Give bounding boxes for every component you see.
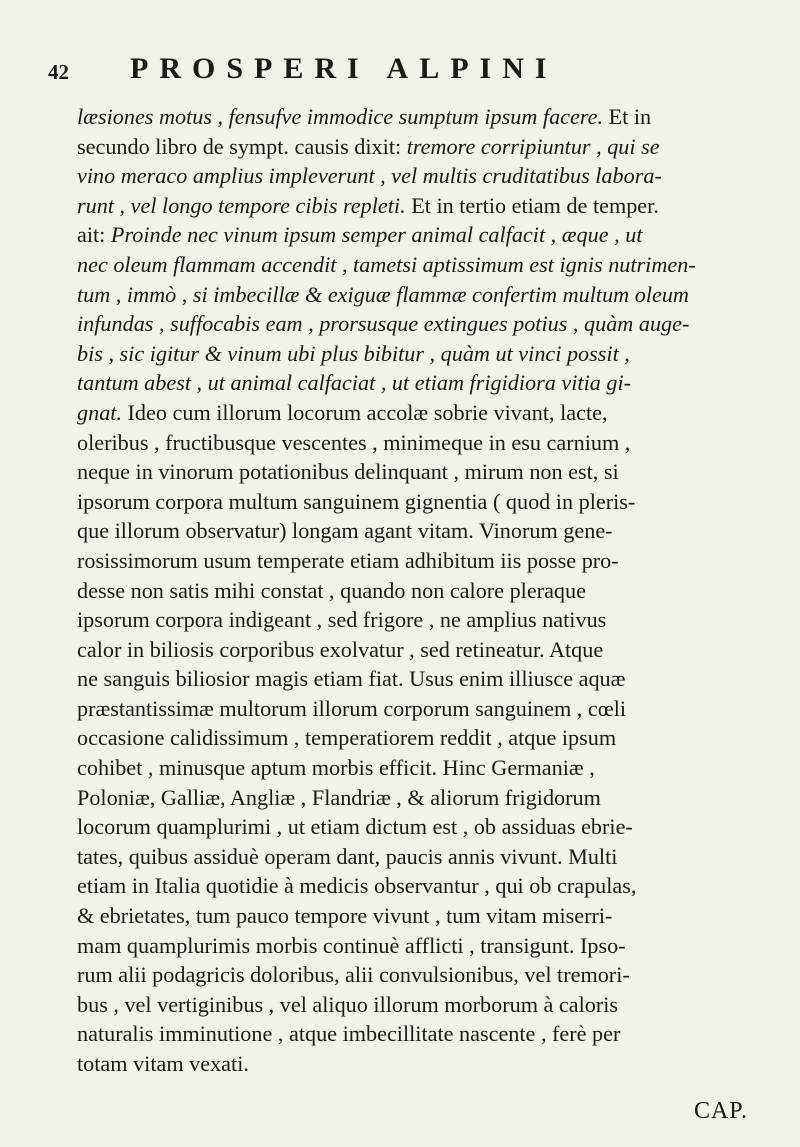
text-line <box>77 576 767 606</box>
italic-span: vino meraco amplius impleverunt , vel multis cruditatibus labora- <box>77 163 662 189</box>
roman-span: calor in biliosis corporibus exolvatur , sed retineatur. Atque <box>77 636 604 662</box>
roman-span: oleribus , fructibusque vescentes , minimeque in esu carnium , <box>77 429 631 455</box>
text-line <box>77 664 767 694</box>
text-line <box>77 871 767 901</box>
roman-span: ipsorum corpora indigeant , sed frigore , ne amplius nativus <box>77 607 607 633</box>
italic-span: tremore corripiuntur , qui se <box>401 133 660 159</box>
roman-span: præstantissimæ multorum illorum corporum sanguinem , cœli <box>77 695 627 721</box>
italic-span: tum , immò , si imbecillæ & exiguæ flammæ confertim multum oleum <box>77 281 689 307</box>
text-line <box>77 339 767 369</box>
roman-span: secundo libro de sympt. causis dixit: <box>77 133 402 159</box>
text-line <box>77 605 767 635</box>
roman-span: locorum quamplurimi , ut etiam dictum est , ob assiduas ebrie- <box>77 814 633 840</box>
roman-span: desse non satis mihi constat , quando non calore pleraque <box>77 577 586 603</box>
roman-span: rosissimorum usum temperate etiam adhibitum iis posse pro- <box>77 547 619 573</box>
roman-span: que illorum observatur) longam agant vitam. Vinorum gene- <box>77 518 613 544</box>
text-line <box>77 931 767 961</box>
roman-span: Poloniæ, Galliæ, Angliæ , Flandriæ , & aliorum frigidorum <box>77 784 601 810</box>
text-line <box>77 812 767 842</box>
italic-span: infundas , suffocabis eam , prorsusque extingues potius , quàm auge- <box>77 311 690 337</box>
text-line <box>77 842 767 872</box>
text-line <box>77 516 767 546</box>
text-line <box>77 309 767 339</box>
text-line <box>77 250 767 280</box>
roman-span: rum alii podagricis doloribus, alii convulsionibus, vel tremori- <box>77 962 630 988</box>
text-line <box>77 457 767 487</box>
text-line <box>77 132 767 162</box>
text-line <box>77 723 767 753</box>
text-line <box>77 753 767 783</box>
catchword: CAP. <box>693 1098 748 1124</box>
text-line <box>77 694 767 724</box>
italic-span: runt , vel longo tempore cibis repleti. <box>77 192 406 218</box>
roman-span: ne sanguis biliosior magis etiam fiat. Usus enim illiusce aquæ <box>77 666 626 692</box>
text-line <box>77 161 767 191</box>
text-line <box>77 191 767 221</box>
text-line <box>77 1049 767 1079</box>
roman-span: & ebrietates, tum pauco tempore vivunt , tum vitam miserri- <box>77 903 613 929</box>
text-line <box>77 398 767 428</box>
roman-span: ipsorum corpora multum sanguinem gignentia ( quod in pleris- <box>77 488 636 514</box>
roman-span: Et in tertio etiam de temper. <box>405 192 659 218</box>
text-line <box>77 783 767 813</box>
running-head-title: PROSPERI ALPINI <box>130 52 558 85</box>
text-line <box>77 368 767 398</box>
italic-span: Proinde nec vinum ipsum semper animal calfacit , æque , ut <box>105 222 643 248</box>
italic-span: tantum abest , ut animal calfaciat , ut etiam frigidiora vitia gi- <box>77 370 632 396</box>
text-line <box>77 280 767 310</box>
italic-span: læsiones motus , fensufve immodice sumptum ipsum facere. <box>77 104 604 129</box>
roman-span: tates, quibus assiduè operam dant, paucis annis vivunt. Multi <box>77 843 618 869</box>
text-line <box>77 635 767 665</box>
italic-span: gnat. <box>77 399 122 425</box>
text-line <box>77 428 767 458</box>
roman-span: bus , vel vertiginibus , vel aliquo illorum morborum à caloris <box>77 991 619 1017</box>
roman-span: Et in <box>603 104 652 129</box>
text-line <box>77 901 767 931</box>
text-line <box>77 546 767 576</box>
text-line <box>77 990 767 1020</box>
roman-span: totam vitam vexati. <box>77 1051 249 1076</box>
roman-span: naturalis imminutione , atque imbecillitate nascente , ferè per <box>77 1021 621 1047</box>
body-text <box>77 102 767 1079</box>
text-line <box>77 487 767 517</box>
roman-span: ait: <box>77 222 106 248</box>
running-head <box>48 52 768 92</box>
text-line <box>77 1019 767 1049</box>
roman-span: Ideo cum illorum locorum accolæ sobrie vivant, lacte, <box>122 399 608 425</box>
text-line <box>77 102 767 132</box>
page-number: 42 <box>48 60 69 84</box>
italic-span: bis , sic igitur & vinum ubi plus bibitur , quàm ut vinci possit , <box>77 340 630 366</box>
text-line <box>77 960 767 990</box>
roman-span: cohibet , minusque aptum morbis efficit. Hinc Germaniæ , <box>77 755 595 781</box>
italic-span: nec oleum flammam accendit , tametsi aptissimum est ignis nutrimen- <box>77 251 696 277</box>
roman-span: neque in vinorum potationibus delinquant , mirum non est, si <box>77 459 619 485</box>
text-line <box>77 220 767 250</box>
roman-span: mam quamplurimis morbis continuè afflicti , transigunt. Ipso- <box>77 932 626 958</box>
roman-span: occasione calidissimum , temperatiorem reddit , atque ipsum <box>77 725 617 751</box>
roman-span: etiam in Italia quotidie à medicis observantur , qui ob crapulas, <box>77 873 637 899</box>
